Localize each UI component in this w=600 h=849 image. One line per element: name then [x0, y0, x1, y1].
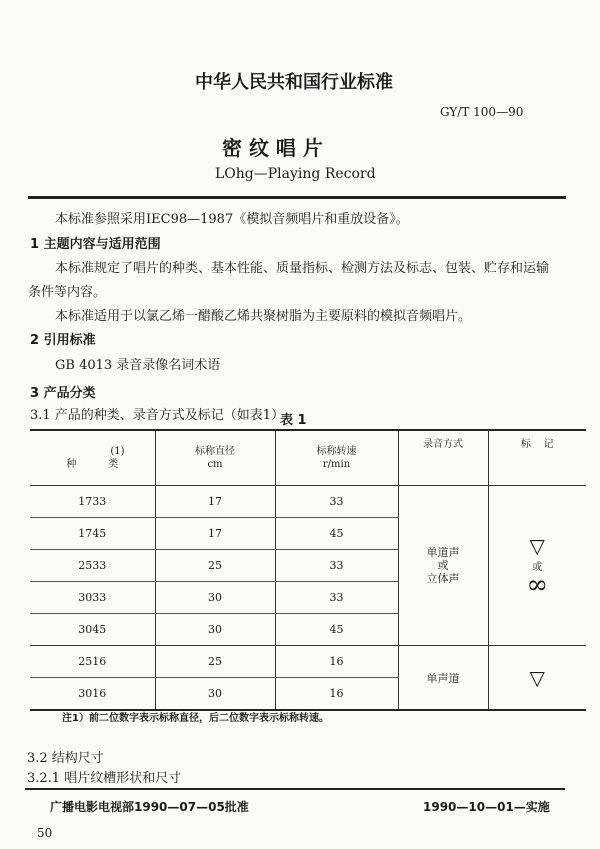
footer-rule	[25, 788, 565, 790]
cell-diameter: 30	[155, 614, 275, 646]
triangle-down-icon: ▽	[529, 534, 545, 558]
infinity-icon: ∞	[526, 570, 549, 600]
cell-speed: 16	[275, 678, 398, 711]
section-3-heading: 3 产品分类	[30, 386, 96, 401]
cell-type: 1745	[30, 518, 155, 550]
cell-speed: 33	[275, 550, 398, 582]
approval-date: 广播电影电视部1990—07—05批准	[50, 800, 249, 814]
header-type	[30, 430, 155, 486]
table-header-row	[30, 430, 586, 486]
header-diameter-unit: cm	[207, 458, 223, 470]
product-table	[30, 430, 586, 711]
mark-or: 或	[532, 562, 543, 573]
cell-method-group-2: 单声道	[398, 646, 488, 711]
header-speed	[275, 430, 398, 486]
table-note: 注1）前二位数字表示标称直径，后二位数字表示标称转速。	[62, 713, 329, 724]
header-diameter-label: 标称直径	[195, 445, 235, 457]
cell-diameter: 25	[155, 646, 275, 678]
section-1-para-1-cont: 条件等内容。	[28, 285, 107, 300]
section-3-2-1-heading: 3.2.1 唱片纹槽形状和尺寸	[27, 771, 182, 786]
table-row	[30, 646, 586, 678]
issuing-org: 中华人民共和国行业标准	[195, 72, 393, 93]
section-3-1-heading: 3.1 产品的种类、录音方式及标记（如表1）	[30, 408, 285, 423]
cell-type: 2516	[30, 646, 155, 678]
header-method: 录音方式	[398, 430, 488, 486]
header-mark: 标 记	[488, 430, 586, 486]
effective-date: 1990—10—01—实施	[423, 800, 550, 814]
cell-method-group-1: 单道声 或 立体声	[398, 486, 488, 646]
table-caption: 表 1	[280, 413, 307, 428]
cell-mark-group-1	[488, 486, 586, 646]
doc-subtitle: LOhg—Playing Record	[215, 166, 376, 182]
page-number: 50	[37, 826, 53, 840]
intro-text: 本标准参照采用IEC98—1987《模拟音频唱片和重放设备》。	[55, 212, 409, 227]
doc-title: 密 纹 唱 片	[222, 136, 323, 160]
cell-speed: 45	[275, 518, 398, 550]
cell-speed: 16	[275, 646, 398, 678]
cell-type: 3045	[30, 614, 155, 646]
cell-speed: 33	[275, 582, 398, 614]
table-row	[30, 486, 586, 518]
header-type-label: 种 类	[66, 458, 119, 470]
cell-diameter: 30	[155, 582, 275, 614]
cell-diameter: 25	[155, 550, 275, 582]
cell-type: 3016	[30, 678, 155, 711]
section-1-para-1: 本标准规定了唱片的种类、基本性能、质量指标、检测方法及标志、包装、贮存和运输	[55, 261, 550, 276]
standard-code: GY/T 100—90	[440, 105, 524, 119]
triangle-down-icon: ▽	[488, 646, 586, 711]
header-diameter	[155, 430, 275, 486]
header-speed-label: 标称转速	[316, 445, 357, 457]
cell-diameter: 30	[155, 678, 275, 711]
header-speed-unit: r/min	[322, 458, 351, 470]
cell-type: 3033	[30, 582, 155, 614]
section-1-para-2: 本标准适用于以氯乙烯一醋酸乙烯共聚树脂为主要原料的模拟音频唱片。	[55, 309, 472, 324]
section-1-heading: 1 主题内容与适用范围	[30, 237, 161, 252]
cell-type: 2533	[30, 550, 155, 582]
section-3-2-heading: 3.2 结构尺寸	[27, 751, 104, 766]
cell-diameter: 17	[155, 486, 275, 518]
cell-diameter: 17	[155, 518, 275, 550]
cell-speed: 45	[275, 614, 398, 646]
header-type-note: (1)	[110, 445, 125, 457]
title-rule	[28, 196, 566, 199]
cell-speed: 33	[275, 486, 398, 518]
section-2-heading: 2 引用标准	[30, 333, 96, 348]
section-2-reference: GB 4013 录音录像名词术语	[55, 358, 221, 373]
cell-type: 1733	[30, 486, 155, 518]
